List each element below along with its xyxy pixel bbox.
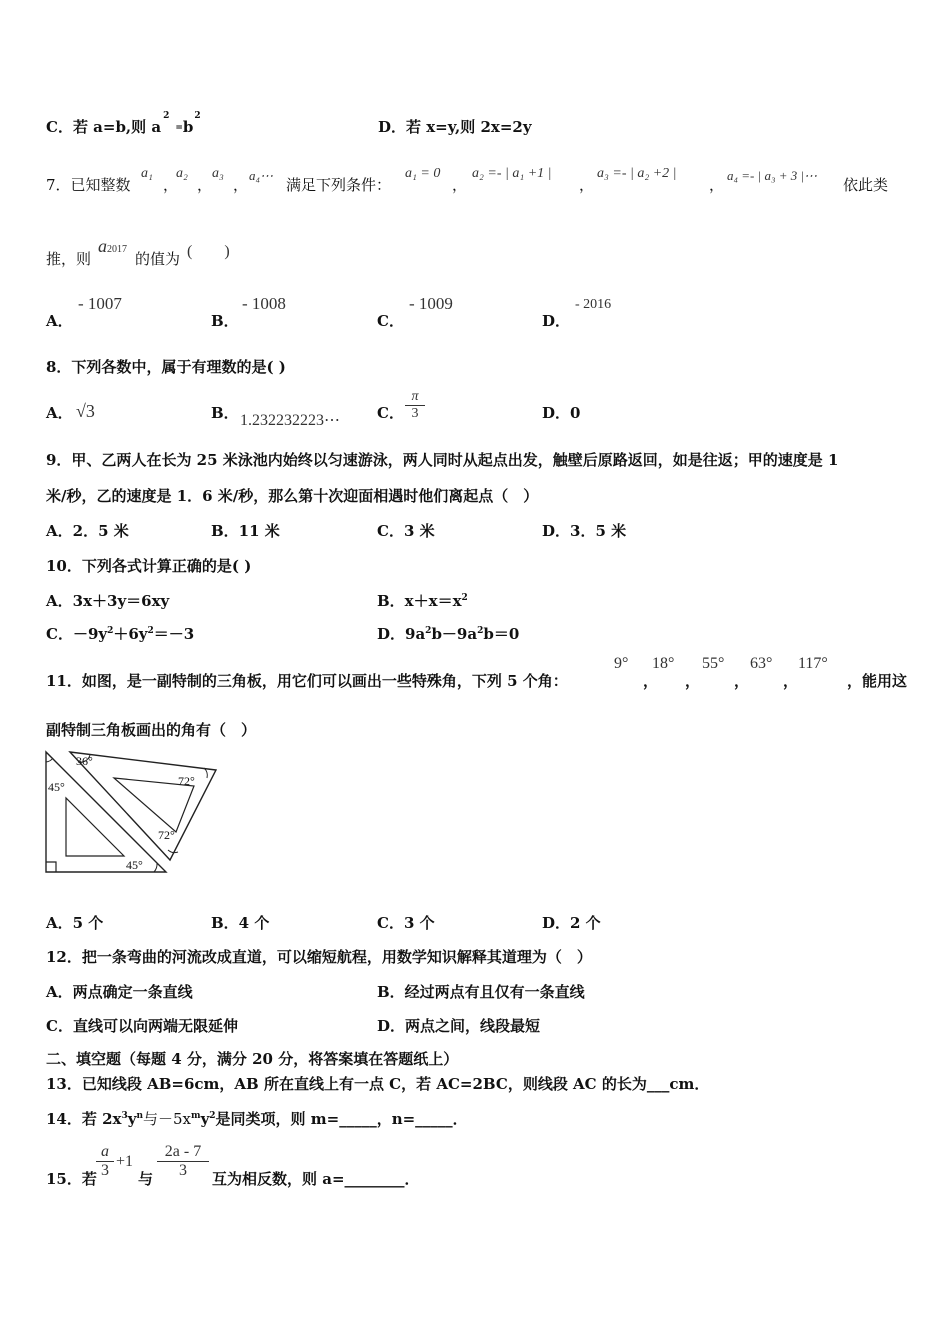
q8-option-b-label: B． xyxy=(211,404,239,422)
q11-angle-4: 63° xyxy=(750,655,773,672)
q15-fraction-2: $\frac{2a - 7}{3}$ xyxy=(157,1143,209,1180)
q11-prefix: 11．如图，是一副特制的三角板，用它们可以画出一些特殊角，下列 5 个角： xyxy=(46,672,568,690)
q12-stem: 12．把一条弯曲的河流改成直道，可以缩短航程，用数学知识解释其道理为（ ） xyxy=(46,948,592,966)
q11-option-a: A．5 个 xyxy=(46,914,104,932)
arc-45-left xyxy=(46,758,53,762)
q7-option-d-label: D． xyxy=(542,312,571,330)
q7-option-b-label: B． xyxy=(211,312,239,330)
q8-option-a-label: A． xyxy=(46,404,73,422)
q9-line1: 9．甲、乙两人在长为 25 米泳池内始终以匀速游泳，两人同时从起点出发，触壁后原路返回，如是往返；甲的速度是 1 xyxy=(46,451,839,469)
q7-suffix: 依此类 xyxy=(843,176,889,194)
q7-seq-3: a₃ xyxy=(212,166,224,181)
q7-option-a-value: - 1007 xyxy=(78,294,122,313)
q15-prefix: 15．若 xyxy=(46,1170,97,1188)
q10-stem: 10．下列各式计算正确的是( ) xyxy=(46,557,252,575)
q7-cond-1: a₁ = 0 xyxy=(405,166,441,181)
q6-option-c: C．若 a=b,则 $a^2=b^2$ xyxy=(46,111,201,136)
q9-option-b: B．11 米 xyxy=(211,522,280,540)
q10-option-a: A．3x＋3y＝6xy xyxy=(46,592,170,610)
q7-seq-1: a₁ xyxy=(141,166,153,181)
q7-line2-suffix: 的值为 xyxy=(135,250,181,268)
label-36: 36° xyxy=(76,754,93,768)
q11-angle-1: 9° xyxy=(614,655,629,672)
q9-option-c: C．3 米 xyxy=(377,522,435,540)
label-72-top: 72° xyxy=(178,774,195,788)
q7-prefix: 7．已知整数 xyxy=(46,176,131,194)
q7-cond-2: a₂ =- | a₁ +1 | xyxy=(472,166,552,181)
q9-option-a: A．2．5 米 xyxy=(46,522,129,540)
q15-suffix: 互为相反数，则 a=________． xyxy=(212,1170,420,1188)
q8-option-b-value: 1.232232223⋯ xyxy=(240,412,340,429)
q14: 14．若 $2x^3y^n$与$-5x^my^2$是同类项，则 m=_____，n=_____． xyxy=(46,1110,468,1128)
section-2-heading: 二、填空题（每题 4 分，满分 20 分，将答案填在答题纸上） xyxy=(46,1050,459,1068)
q7-paren: ( ) xyxy=(187,243,230,260)
q13: 13．已知线段 AB=6cm，AB 所在直线上有一点 C，若 AC=2BC，则线段 AC 的长为___cm． xyxy=(46,1075,710,1093)
arc-72-bottom xyxy=(168,850,178,853)
q7-cond-label: 满足下列条件： xyxy=(286,176,392,194)
q15-with: 与 xyxy=(138,1170,154,1188)
q11-option-d: D．2 个 xyxy=(542,914,601,932)
triangle-45-inner xyxy=(66,798,124,856)
q11-suffix: ，能用这 xyxy=(847,672,908,690)
q8-option-a-value: √3 xyxy=(76,401,95,421)
q12-option-a: A．两点确定一条直线 xyxy=(46,983,193,1001)
q7-seq-2: a₂ xyxy=(176,166,188,181)
q8-option-c-label: C． xyxy=(377,404,404,422)
q15-fraction-1: $\frac{a}{3}$ xyxy=(96,1143,114,1180)
q11-angle-5: 117° xyxy=(798,655,828,672)
label-45-left: 45° xyxy=(48,780,65,794)
right-angle-marker xyxy=(46,862,56,872)
q11-line2: 副特制三角板画出的角有（ ） xyxy=(46,721,257,739)
q7-option-a-label: A． xyxy=(46,312,73,330)
q7-option-b-value: - 1008 xyxy=(242,294,286,313)
q12-option-b: B．经过两点有且仅有一条直线 xyxy=(377,983,585,1001)
q6-c-exp1: 2 xyxy=(163,111,170,121)
label-72-bottom: 72° xyxy=(158,828,175,842)
q9-line2: 米/秒，乙的速度是 1．6 米/秒，那么第十次迎面相遇时他们离起点（ ） xyxy=(46,487,539,505)
arc-45-bottom xyxy=(154,863,157,872)
q11-option-c: C．3 个 xyxy=(377,914,435,932)
q7-term: a2017 xyxy=(98,236,127,256)
q12-option-c: C．直线可以向两端无限延伸 xyxy=(46,1017,238,1035)
q8-option-c-fraction: $\frac{\pi}{3}$ xyxy=(405,389,425,422)
q8-option-d: D．0 xyxy=(542,404,581,422)
q7-option-c-value: - 1009 xyxy=(409,294,453,313)
q9-option-d: D．3．5 米 xyxy=(542,522,627,540)
q7-seq-4: a₄⋯ xyxy=(249,168,274,183)
q7-line2-prefix: 推，则 xyxy=(46,250,92,268)
q11-angle-3: 55° xyxy=(702,655,725,672)
q8-stem: 8．下列各数中，属于有理数的是( ) xyxy=(46,358,286,376)
triangle-45-outer xyxy=(46,752,166,872)
q12-option-d: D．两点之间，线段最短 xyxy=(377,1017,541,1035)
q7-option-c-label: C． xyxy=(377,312,404,330)
q10-option-c: C．$-9y^2+6y^2=-3$ xyxy=(46,625,195,643)
q6-option-d: D．若 x=y,则 2x=2y xyxy=(378,118,532,136)
q11-angle-2: 18° xyxy=(652,655,675,672)
q10-option-b: B．$x+x=x^2$ xyxy=(377,592,468,610)
set-square-drawing xyxy=(44,748,220,876)
q7-option-d-value: - 2016 xyxy=(575,297,612,312)
label-45-bottom: 45° xyxy=(126,858,143,872)
set-square-figure xyxy=(44,748,220,876)
q10-option-d: D．$9a^2b-9a^2b=0$ xyxy=(377,625,520,643)
q7-cond-4: a₄ =- | a₃ + 3 |⋯ xyxy=(727,168,818,183)
q7-cond-3: a₃ =- | a₂ +2 | xyxy=(597,166,677,181)
q15-plus-one: +1 xyxy=(116,1153,134,1170)
q11-option-b: B．4 个 xyxy=(211,914,270,932)
